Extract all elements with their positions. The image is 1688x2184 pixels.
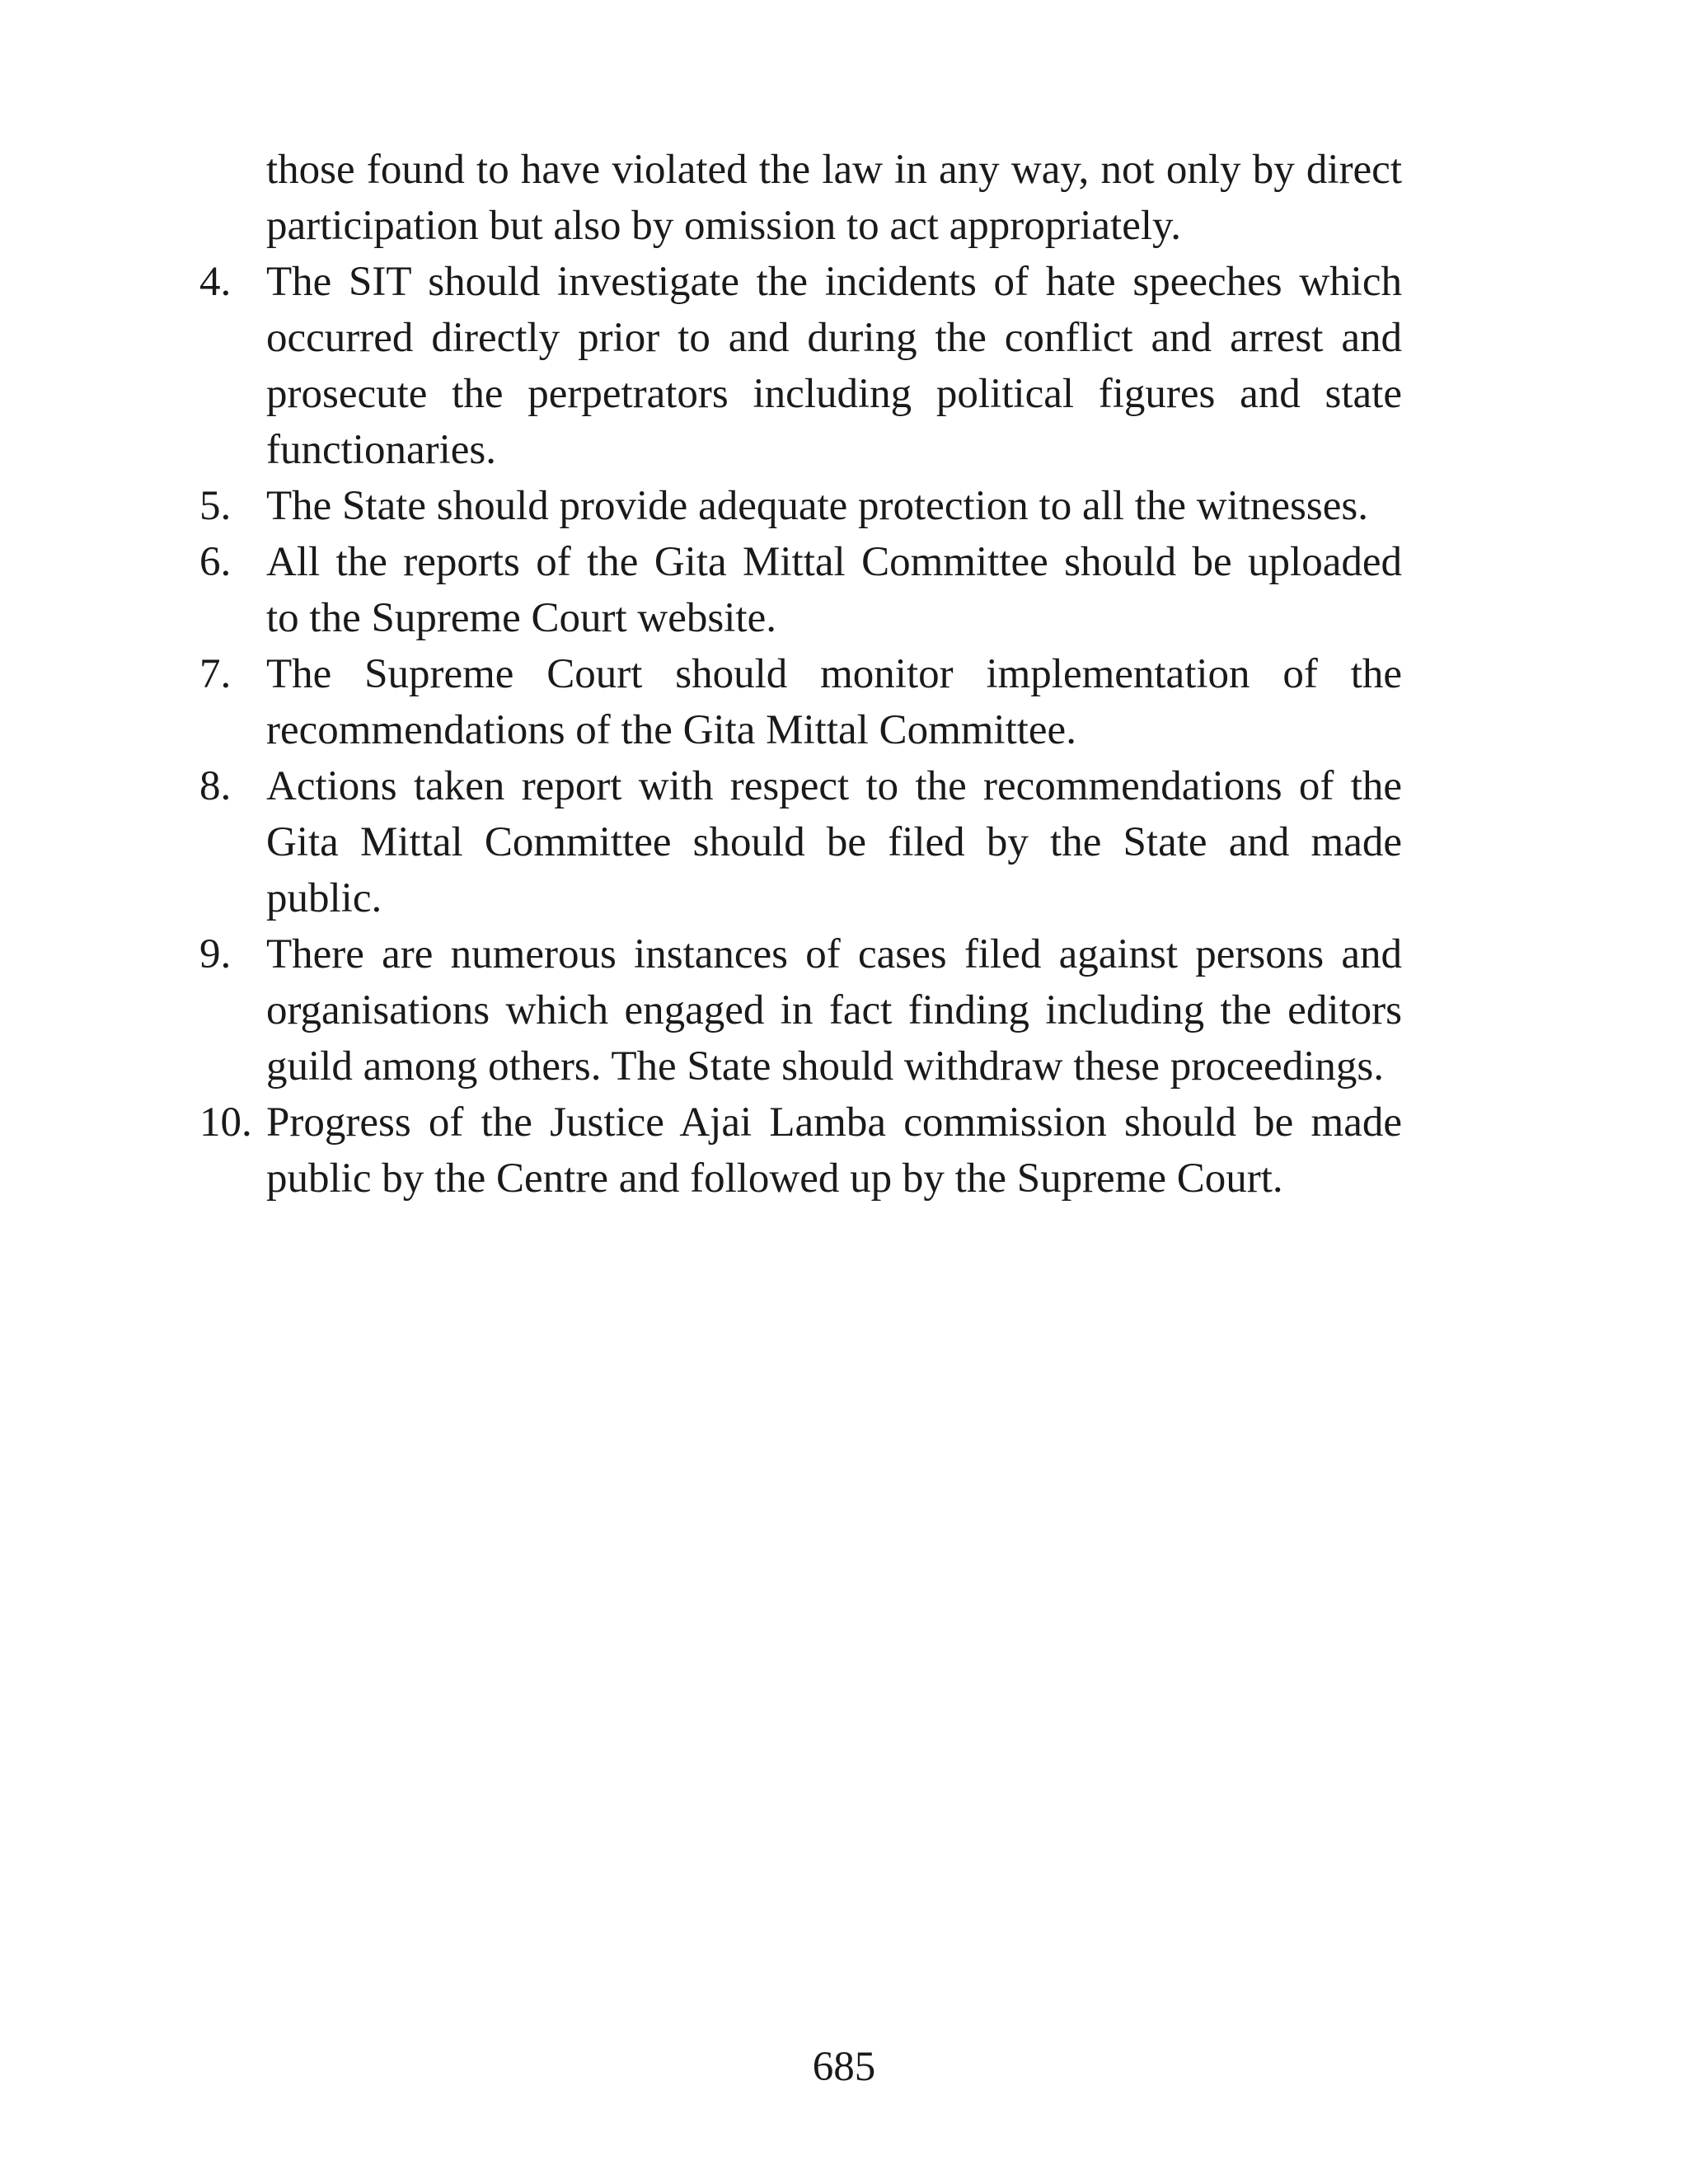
list-item-number: 9. [199, 931, 232, 977]
list-item-text: public. [266, 875, 382, 921]
list-item-number: 8. [199, 763, 232, 809]
list-item-text: organisations which engaged in fact finding including the editors [266, 987, 1402, 1033]
list-item-text: prosecute the perpetrators including political figures and state [266, 371, 1402, 417]
list-item-text: There are numerous instances of cases filed against persons and [266, 931, 1402, 977]
list-item-text: The Supreme Court should monitor implementation of the [266, 651, 1402, 697]
list-item-number: 4. [199, 259, 232, 305]
list-item-text: occurred directly prior to and during the conflict and arrest and [266, 315, 1402, 361]
list-item-text: to the Supreme Court website. [266, 595, 776, 641]
list-item-text: The SIT should investigate the incidents of hate speeches which [266, 259, 1402, 305]
continuation-text: those found to have violated the law in any way, not only by direct [266, 147, 1402, 193]
list-item-text: Progress of the Justice Ajai Lamba commission should be made [266, 1099, 1402, 1146]
page-number: 685 [812, 2044, 876, 2090]
list-item-text: All the reports of the Gita Mittal Committee should be uploaded [266, 539, 1402, 585]
list-item-text: guild among others. The State should withdraw these proceedings. [266, 1043, 1384, 1090]
list-item-number: 6. [199, 539, 232, 585]
list-item-text: Gita Mittal Committee should be filed by the State and made [266, 819, 1402, 865]
list-item-text: public by the Centre and followed up by the Supreme Court. [266, 1155, 1283, 1202]
continuation-text: participation but also by omission to act appropriately. [266, 203, 1181, 249]
list-item-text: The State should provide adequate protection to all the witnesses. [266, 483, 1368, 529]
list-item-number: 10. [199, 1099, 252, 1146]
list-item-number: 7. [199, 651, 232, 697]
list-item-text: Actions taken report with respect to the recommendations of the [266, 763, 1402, 809]
list-item-number: 5. [199, 483, 232, 529]
list-item-text: functionaries. [266, 427, 496, 473]
list-item-text: recommendations of the Gita Mittal Committee. [266, 707, 1076, 753]
